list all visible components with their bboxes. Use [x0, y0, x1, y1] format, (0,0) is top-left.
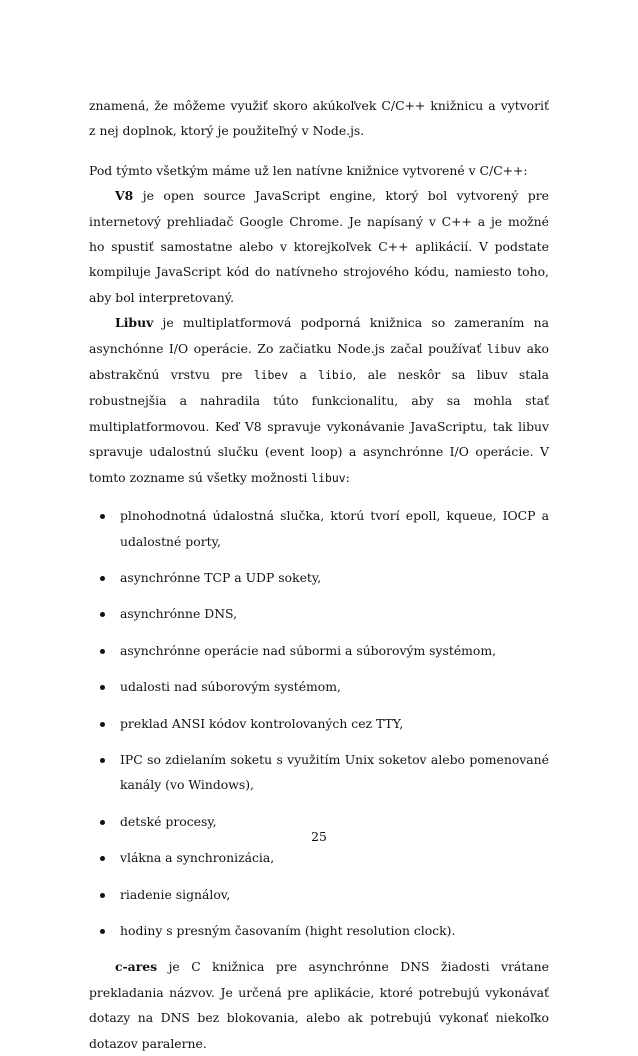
c-ares-description: je C knižnica pre asynchrónne DNS žiadosti vrátane prekladania názvov. Je určená pre aplikácie, ktoré potrebujú vykonávať dotazy na DNS bez blokovania, alebo ak potrebujú vykonať niekoľko dotazov paralerne.: [89, 959, 549, 1051]
paragraph-v8: [89, 183, 549, 310]
list-item: [89, 638, 549, 663]
paragraph-c-ares: [89, 954, 549, 1056]
code-libuv: libuv: [486, 341, 522, 356]
list-item: [89, 565, 549, 590]
bullet-icon: [100, 576, 105, 581]
paragraph-libuv: [89, 310, 549, 491]
bullet-icon: [100, 649, 105, 654]
libuv-text-3: a: [288, 367, 319, 383]
bullet-icon: [100, 722, 105, 727]
list-item: [89, 747, 549, 798]
bullet-icon: [100, 514, 105, 519]
list-item: [89, 845, 549, 870]
list-item-text: hodiny s presným časovaním (hight resolution clock).: [120, 922, 456, 938]
list-item-text: preklad ANSI kódov kontrolovaných cez TTY,: [120, 715, 404, 731]
term-v8: V8: [115, 188, 134, 204]
libuv-text-4: , ale neskôr sa libuv stala robustnejšia a nahradila túto funkcionalitu, aby sa mohla stať multiplatformovou. Keď V8 spravuje vykonávanie JavaScriptu, tak libuv spravuje udalostnú slučku (event loop) a asynchrónne I/O operácie. V tomto zozname sú všetky možnosti: [89, 367, 549, 485]
list-item: [89, 503, 549, 554]
bullet-icon: [100, 929, 105, 934]
libuv-text-1: je multiplatformová podporná knižnica so zameraním na asynchónne I/O operácie. Zo začiatku Node.js začal používať: [89, 315, 549, 356]
list-item-text: riadenie signálov,: [120, 886, 231, 902]
code-libev: libev: [253, 368, 289, 383]
list-item: [89, 711, 549, 736]
code-libio: libio: [318, 368, 353, 383]
paragraph-intro-continuation: znamená, že môžeme využiť skoro akúkoľvek C/C++ knižnicu a vytvoriť z nej doplnok, ktorý je použiteľný v Node.js.: [89, 98, 549, 139]
bullet-icon: [100, 820, 105, 825]
list-item: [89, 882, 549, 907]
v8-description: je open source JavaScript engine, ktorý bol vytvorený pre internetový prehliadač Google Chrome. Je napísaný v C++ a je možné ho spustiť samostatne alebo v ktorejkoľvek C++ aplikácií. V podstate kompiluje JavaScript kód do natívneho strojového kódu, namiesto toho, aby bol interpretovaný.: [89, 188, 549, 305]
list-item-text: vlákna a synchronizácia,: [120, 850, 275, 866]
list-item-text: plnohodnotná údalostná slučka, ktorú tvorí epoll, kqueue, IOCP a udalostné porty,: [120, 508, 549, 549]
libuv-text-2: ako abstrakčnú vrstvu pre: [89, 340, 549, 383]
list-item-text: udalosti nad súborovým systémom,: [120, 679, 341, 695]
term-c-ares: c-ares: [115, 959, 158, 975]
code-libuv-2: libuv: [311, 470, 346, 485]
bullet-icon: [100, 612, 105, 617]
list-item: [89, 918, 549, 943]
body-text: [89, 93, 549, 1056]
list-item-text: IPC so zdielaním soketu s využitím Unix soketov alebo pomenované kanály (vo Windows),: [120, 751, 549, 793]
list-item: [89, 674, 549, 699]
list-item: [89, 601, 549, 626]
bullet-icon: [100, 893, 105, 898]
list-item-text: asynchrónne operácie nad súbormi a súborovým systémom,: [120, 642, 497, 658]
libuv-text-5: :: [345, 469, 350, 485]
libuv-features-list: [89, 503, 549, 943]
bullet-icon: [100, 856, 105, 861]
list-item-text: asynchrónne TCP a UDP sokety,: [120, 569, 322, 585]
paragraph-native-libraries: Pod týmto všetkým máme už len natívne knižnice vytvorené v C/C++:: [89, 162, 528, 178]
list-item-text: detské procesy,: [120, 813, 217, 829]
term-libuv: Libuv: [115, 315, 154, 331]
list-item-text: asynchrónne DNS,: [120, 606, 238, 622]
page-number: 25: [311, 829, 327, 844]
bullet-icon: [100, 758, 105, 763]
bullet-icon: [100, 685, 105, 690]
